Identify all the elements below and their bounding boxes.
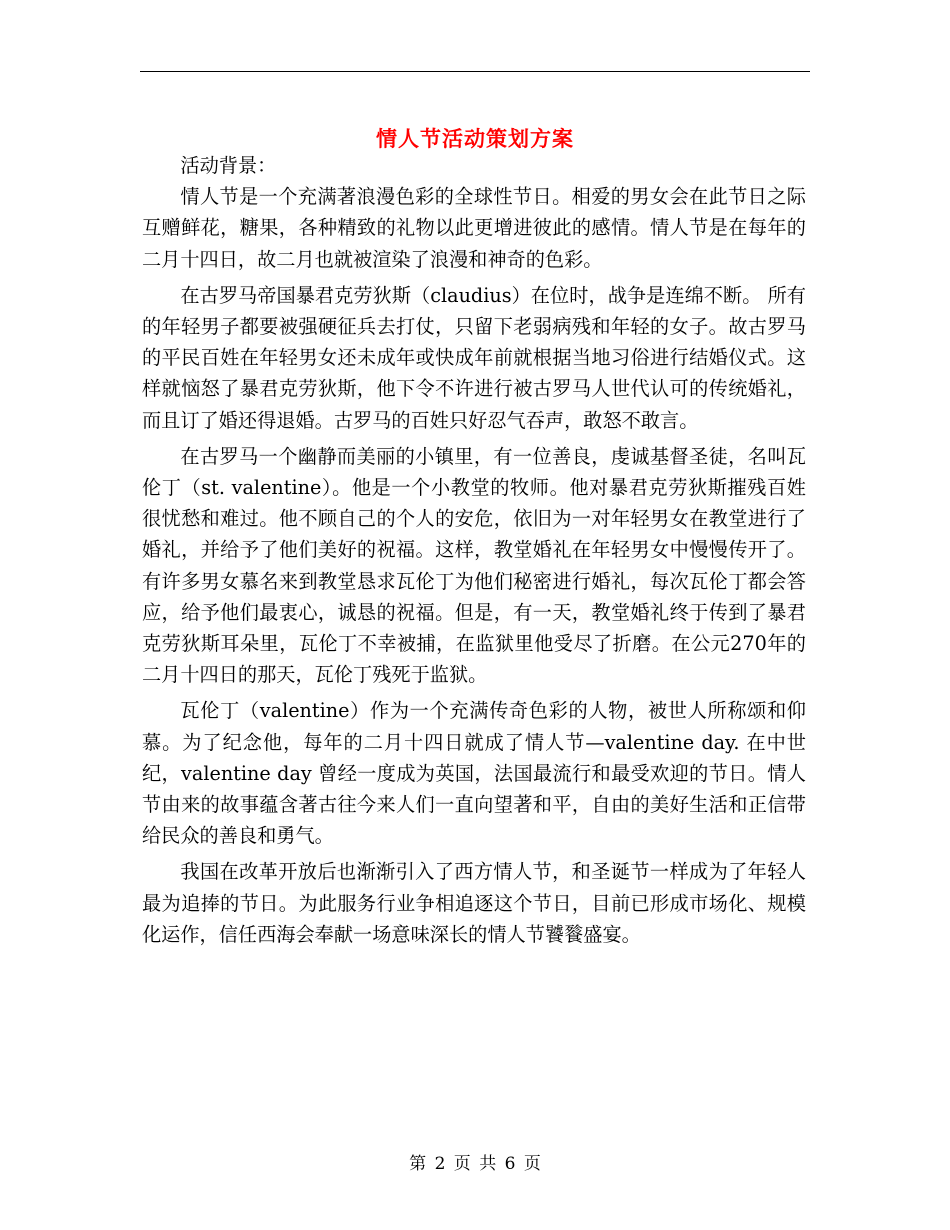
header-rule <box>140 71 810 72</box>
section-label: 活动背景： <box>180 154 277 177</box>
document-body <box>142 150 806 955</box>
paragraph-valentine-story: 在古罗马一个幽静而美丽的小镇里，有一位善良，虔诚基督圣徒，名叫瓦伦丁（st. valentine）。他是一个小教堂的牧师。他对暴君克劳狄斯摧残百姓很忧愁和难过。他不顾自己的个人的安危，依旧为一对年轻男女在教堂进行了婚礼，并给予了他们美好的祝福。这样，教堂婚礼在年轻男女中慢慢传开了。有许多男女慕名来到教堂恳求瓦伦丁为他们秘密进行婚礼，每次瓦伦丁都会答应，给予他们最衷心，诚恳的祝福。但是，有一天，教堂婚礼终于传到了暴君克劳狄斯耳朵里，瓦伦丁不幸被捕，在监狱里他受尽了折磨。在公元270年的二月十四日的那天，瓦伦丁残死于监狱。 <box>142 444 806 687</box>
paragraph-valentine-legacy: 瓦伦丁（valentine）作为一个充满传奇色彩的人物，被世人所称颂和仰慕。为了纪念他，每年的二月十四日就成了情人节—valentine day. 在中世纪，valentine day 曾经一度成为英国，法国最流行和最受欢迎的节日。情人节由来的故事蕴含著古往今来人们一直向望著和平，自由的美好生活和正信带给民众的善良和勇气。 <box>142 699 806 848</box>
paragraph-claudius: 在古罗马帝国暴君克劳狄斯（claudius）在位时，战争是连绵不断。 所有的年轻男子都要被强硬征兵去打仗，只留下老弱病残和年轻的女子。故古罗马的平民百姓在年轻男女还未成年或快成年前就根据当地习俗进行结婚仪式。这样就恼怒了暴君克劳狄斯，他下令不许进行被古罗马人世代认可的传统婚礼，而且订了婚还得退婚。古罗马的百姓只好忍气吞声，敢怒不敢言。 <box>142 283 806 432</box>
paragraph-intro: 情人节是一个充满著浪漫色彩的全球性节日。相爱的男女会在此节日之际互赠鲜花，糖果，各种精致的礼物以此更增进彼此的感情。情人节是在每年的二月十四日，故二月也就被渲染了浪漫和神奇的色彩。 <box>142 185 806 271</box>
page-number: 第 2 页 共 6 页 <box>409 1154 541 1174</box>
paragraph-china: 我国在改革开放后也渐渐引入了西方情人节，和圣诞节一样成为了年轻人最为追捧的节日。为此服务行业争相追逐这个节日，目前已形成市场化、规模化运作，信任西海会奉献一场意味深长的情人节饕餮盛宴。 <box>142 860 806 946</box>
document-title: 情人节活动策划方案 <box>376 126 574 152</box>
